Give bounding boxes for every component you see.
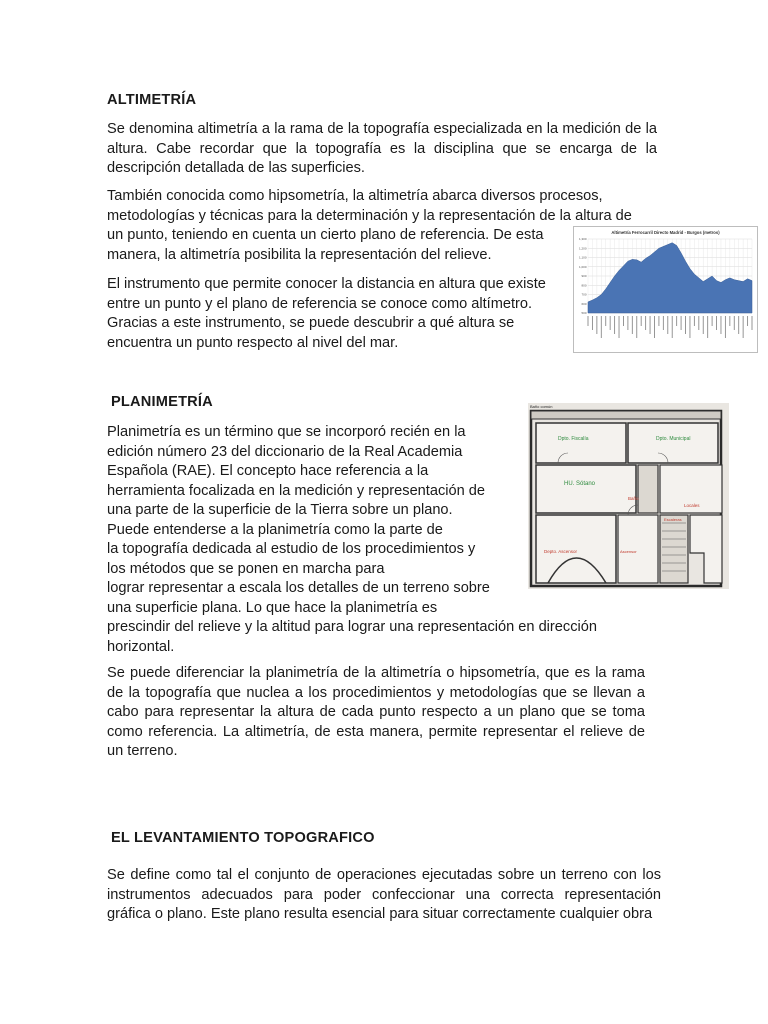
room-center <box>536 465 636 513</box>
text-line: Planimetría es un término que se incorporó recién en la <box>107 424 466 440</box>
altimetria-paragraph-1: Se denomina altimetría a la rama de la topografía especializada en la medición de la altura. Cabe recordar que la topografía es la disciplina que se encarga de la descripción detallada de las superficies. <box>107 121 657 176</box>
chart-y-tick-label: 500 <box>581 311 587 316</box>
chart-y-tick-label: 1,100 <box>578 255 587 260</box>
floorplan-label: Depto. Ascensor <box>544 549 578 554</box>
text-line: lograr representar a escala los detalles de un terreno sobre <box>107 580 490 596</box>
floorplan-label: Ascensor <box>620 549 637 554</box>
text-line: la topografía dedicada al estudio de los procedimientos y <box>107 541 476 557</box>
altimetry-chart <box>573 226 758 353</box>
floorplan-label: Dpto. Municipal <box>656 436 691 442</box>
chart-y-tick-label: 1,200 <box>578 246 587 251</box>
text-line: un punto, teniendo en cuenta un cierto plano de referencia. De esta <box>107 227 544 243</box>
chart-y-tick-label: 700 <box>581 292 587 297</box>
chart-y-tick-label: 800 <box>581 283 587 288</box>
planimetria-paragraph-2: Se puede diferenciar la planimetría de la altimetría o hipsometría, que es la rama de la topografía que nuclea a los procedimientos y metodologías que se llevan a cabo para representar la altura de cada punto respecto a un plano que se toma como referencia. La altimetría, de esta manera, permite representar el relieve de un terreno. <box>107 665 645 759</box>
floorplan-label: Baño común <box>530 404 553 409</box>
text-line: El instrumento que permite conocer la distancia en altura que existe <box>107 276 546 292</box>
floorplan-label: Escaleras <box>664 517 682 522</box>
floorplan-top-band <box>531 411 721 419</box>
text-line: metodologías y técnicas para la determinación y la representación de la altura de <box>107 207 632 224</box>
floorplan-svg <box>528 403 729 589</box>
heading-planimetria: PLANIMETRÍA <box>111 394 213 410</box>
chart-y-tick-label: 900 <box>581 274 587 279</box>
heading-altimetria: ALTIMETRÍA <box>107 92 197 108</box>
chart-area-series <box>588 243 752 313</box>
text-line: También conocida como hipsometría, la altimetría abarca diversos procesos, <box>107 188 603 204</box>
text-line: prescindir del relieve y la altitud para lograr una representación en dirección <box>107 619 597 635</box>
text-line: manera, la altimetría posibilita la representación del relieve. <box>107 246 492 263</box>
text-line: una superficie plana. Lo que hace la planimetría es <box>107 599 438 616</box>
room-corridor <box>638 465 658 513</box>
chart-title: Altimetría Ferrocarril Directo Madrid - Burgos (metros) <box>611 230 720 235</box>
floorplan-figure <box>528 403 729 589</box>
floorplan-label: Locales <box>684 503 700 508</box>
text-line: Puede entenderse a la planimetría como la parte de <box>107 521 443 538</box>
room-stairs <box>660 515 688 583</box>
floorplan-label: Baño <box>628 496 639 501</box>
room-right-top <box>628 423 718 463</box>
chart-x-tick-labels <box>588 316 752 338</box>
altimetry-chart-svg <box>574 227 757 352</box>
text-line: una parte de la superficie de la Tierra sobre un plano. <box>107 502 453 518</box>
text-line: horizontal. <box>107 638 175 655</box>
text-line: Gracias a este instrumento, se puede descubrir a qué altura se <box>107 315 515 331</box>
levantamiento-paragraph-1: Se define como tal el conjunto de operaciones ejecutadas sobre un terreno con los instrumentos adecuados para poder confeccionar una correcta representación gráfica o plano. Este plano resulta esencial para situar correctamente cualquier obra <box>107 867 661 922</box>
floorplan-label: Dpto. Fiscalía <box>558 436 589 442</box>
room-left-top <box>536 423 626 463</box>
chart-y-tick-label: 1,300 <box>578 237 587 242</box>
text-line: encuentra un punto respecto al nivel del mar. <box>107 334 399 351</box>
chart-y-tick-label: 600 <box>581 301 587 306</box>
chart-y-tick-labels <box>579 237 587 315</box>
altimetria-paragraph-3 <box>107 275 567 353</box>
text-line: herramienta focalizada en la medición y representación de <box>107 482 486 499</box>
text-line: los métodos que se ponen en marcha para <box>107 560 385 577</box>
floorplan-label: HU. Sótano <box>564 481 596 487</box>
heading-levantamiento: EL LEVANTAMIENTO TOPOGRAFICO <box>111 830 375 846</box>
text-line: Española (RAE). El concepto hace referencia a la <box>107 463 429 479</box>
chart-y-tick-label: 1,000 <box>578 264 587 269</box>
text-line: entre un punto y el plano de referencia se conoce como altímetro. <box>107 295 533 312</box>
text-line: edición número 23 del diccionario de la Real Academia <box>107 443 463 460</box>
